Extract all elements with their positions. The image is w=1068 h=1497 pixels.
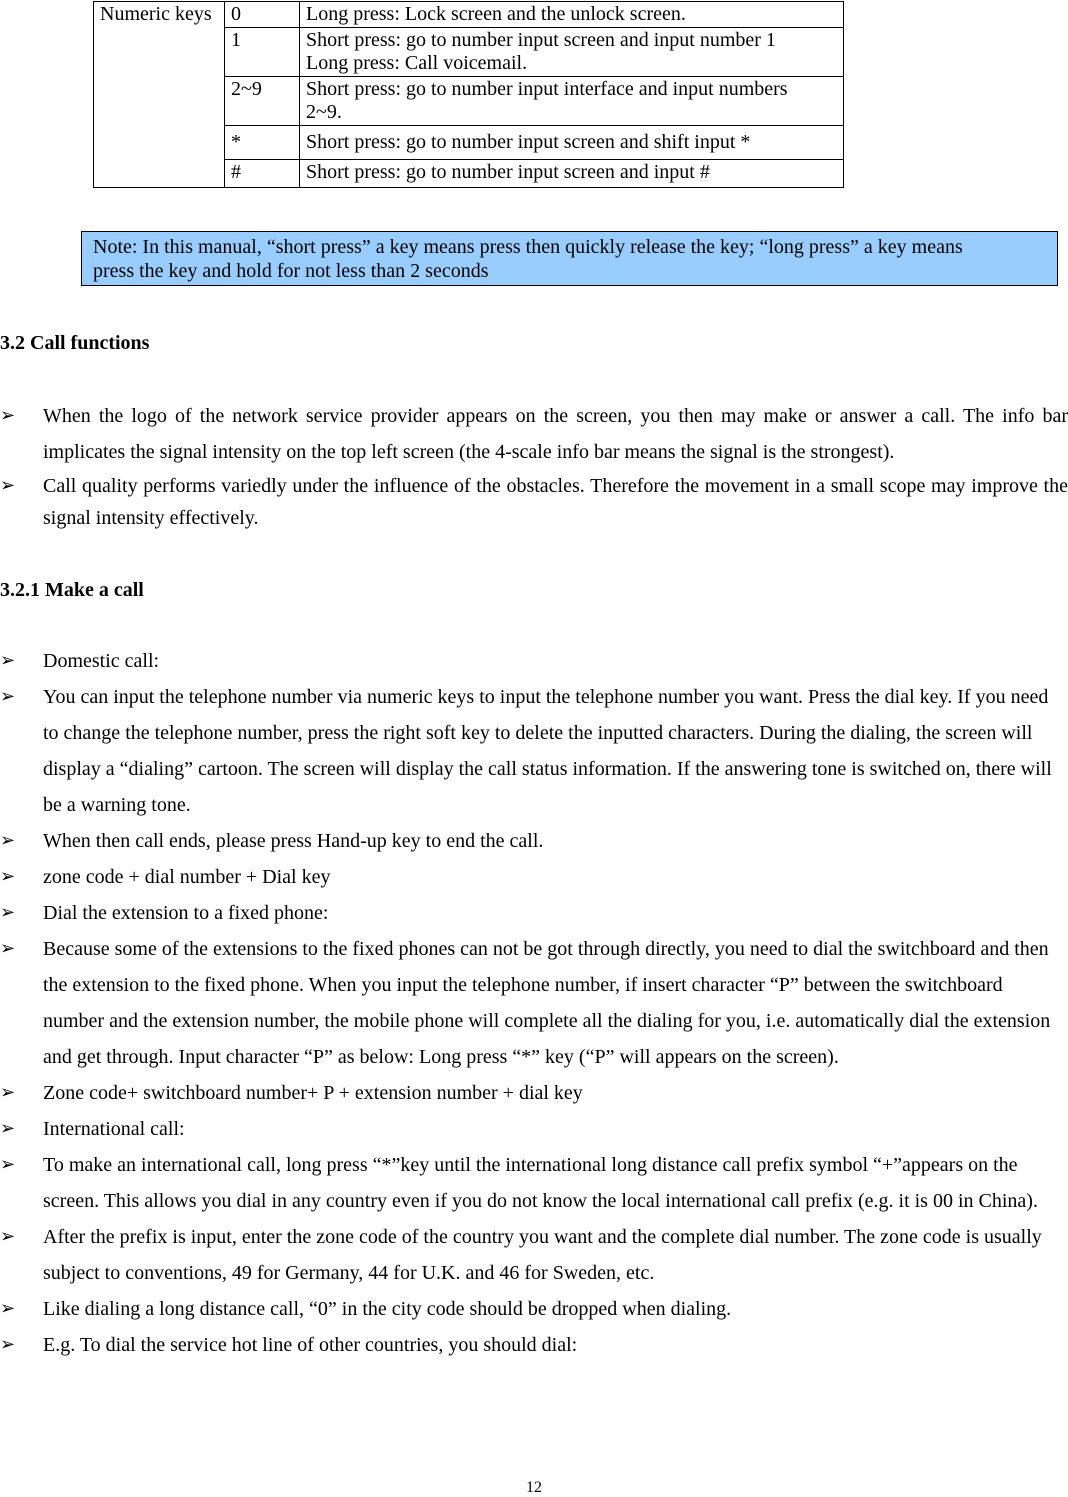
list-item-text: To make an international call, long press “*”key until the international long distance call prefix symbol “+”appears on the screen. This allows you dial in any country even if you do not know the local international call prefix (e.g. it is 00 in China). xyxy=(43,1154,1038,1212)
call-functions-list xyxy=(0,398,1068,534)
description-cell xyxy=(300,77,844,126)
arrow-bullet-icon: ➢ xyxy=(0,650,16,671)
description-line: Short press: go to number input interface and input numbers xyxy=(306,78,788,100)
arrow-bullet-icon: ➢ xyxy=(0,686,16,707)
list-item xyxy=(0,470,1068,534)
list-item xyxy=(0,1075,1068,1111)
arrow-bullet-icon: ➢ xyxy=(0,902,16,923)
key-cell: 0 xyxy=(225,2,300,28)
list-item xyxy=(0,1111,1068,1147)
key-cell: 1 xyxy=(225,28,300,77)
list-item-text: Zone code+ switchboard number+ P + extension number + dial key xyxy=(43,1082,583,1104)
list-item-text: Domestic call: xyxy=(43,650,160,672)
key-cell: 2~9 xyxy=(225,77,300,126)
arrow-bullet-icon: ➢ xyxy=(0,1298,16,1319)
list-item-text: Call quality performs variedly under the influence of the obstacles. Therefore the movement in a small scope may improve the signal intensity effectively. xyxy=(43,475,1068,529)
page-number: 12 xyxy=(526,1479,542,1496)
arrow-bullet-icon: ➢ xyxy=(0,866,16,887)
list-item xyxy=(0,1327,1068,1363)
list-item-text: Dial the extension to a fixed phone: xyxy=(43,902,329,924)
description-line: Long press: Call voicemail. xyxy=(306,52,528,74)
list-item xyxy=(0,931,1068,1075)
note-line: Note: In this manual, “short press” a key means press then quickly release the key; “long press” a key means xyxy=(93,236,963,258)
numeric-keys-table xyxy=(93,1,844,188)
list-item xyxy=(0,1147,1068,1219)
arrow-bullet-icon: ➢ xyxy=(0,938,16,959)
key-cell: * xyxy=(225,126,300,160)
description-line: Short press: go to number input screen and input # xyxy=(306,161,710,183)
description-cell xyxy=(300,28,844,77)
table-row xyxy=(94,2,844,28)
group-label-cell: Numeric keys xyxy=(94,2,225,188)
list-item-text: After the prefix is input, enter the zone code of the country you want and the complete dial number. The zone code is usually subject to conventions, 49 for Germany, 44 for U.K. and 46 for Sweden, etc. xyxy=(43,1226,1042,1284)
list-item xyxy=(0,679,1068,823)
description-line: 2~9. xyxy=(306,101,342,123)
arrow-bullet-icon: ➢ xyxy=(0,475,16,496)
description-line: Long press: Lock screen and the unlock screen. xyxy=(306,3,686,25)
list-item-text: Like dialing a long distance call, “0” in the city code should be dropped when dialing. xyxy=(43,1298,732,1320)
list-item xyxy=(0,823,1068,859)
description-line: Short press: go to number input screen and shift input * xyxy=(306,131,751,153)
description-cell xyxy=(300,2,844,28)
arrow-bullet-icon: ➢ xyxy=(0,1334,16,1355)
list-item xyxy=(0,643,1068,679)
list-item-text: Because some of the extensions to the fixed phones can not be got through directly, you need to dial the switchboard and then the extension to the fixed phone. When you input the telephone number, if insert character “P” between the switchboard number and the extension number, the mobile phone will complete all the dialing for you, i.e. automatically dial the extension and get through. Input character “P” as below: Long press “*” key (“P” will appears on the screen). xyxy=(43,938,1051,1068)
arrow-bullet-icon: ➢ xyxy=(0,1226,16,1247)
section-heading-make-a-call: 3.2.1 Make a call xyxy=(0,579,144,601)
arrow-bullet-icon: ➢ xyxy=(0,1118,16,1139)
list-item-text: E.g. To dial the service hot line of other countries, you should dial: xyxy=(43,1334,578,1356)
list-item-text: You can input the telephone number via numeric keys to input the telephone number you want. Press the dial key. If you need to change the telephone number, press the right soft key to delete the inputted characters. During the dialing, the screen will display a “dialing” cartoon. The screen will display the call status information. If the answering tone is switched on, there will be a warning tone. xyxy=(43,686,1052,816)
key-cell: # xyxy=(225,160,300,188)
arrow-bullet-icon: ➢ xyxy=(0,405,16,426)
list-item-text: When the logo of the network service provider appears on the screen, you then may make or answer a call. The info bar implicates the signal intensity on the top left screen (the 4-scale info bar means the signal is the strongest). xyxy=(43,405,1068,463)
arrow-bullet-icon: ➢ xyxy=(0,1154,16,1175)
list-item xyxy=(0,895,1068,931)
description-cell xyxy=(300,126,844,160)
section-heading-call-functions: 3.2 Call functions xyxy=(0,332,150,354)
arrow-bullet-icon: ➢ xyxy=(0,1082,16,1103)
note-box xyxy=(81,231,1058,286)
list-item-text: zone code + dial number + Dial key xyxy=(43,866,331,888)
description-line: Short press: go to number input screen and input number 1 xyxy=(306,29,776,51)
list-item xyxy=(0,1219,1068,1291)
list-item-text: When then call ends, please press Hand-up key to end the call. xyxy=(43,830,544,852)
list-item xyxy=(0,398,1068,470)
arrow-bullet-icon: ➢ xyxy=(0,830,16,851)
note-line: press the key and hold for not less than 2 seconds xyxy=(93,260,489,282)
list-item-text: International call: xyxy=(43,1118,185,1140)
list-item xyxy=(0,1291,1068,1327)
description-cell xyxy=(300,160,844,188)
list-item xyxy=(0,859,1068,895)
make-a-call-list xyxy=(0,643,1068,1363)
